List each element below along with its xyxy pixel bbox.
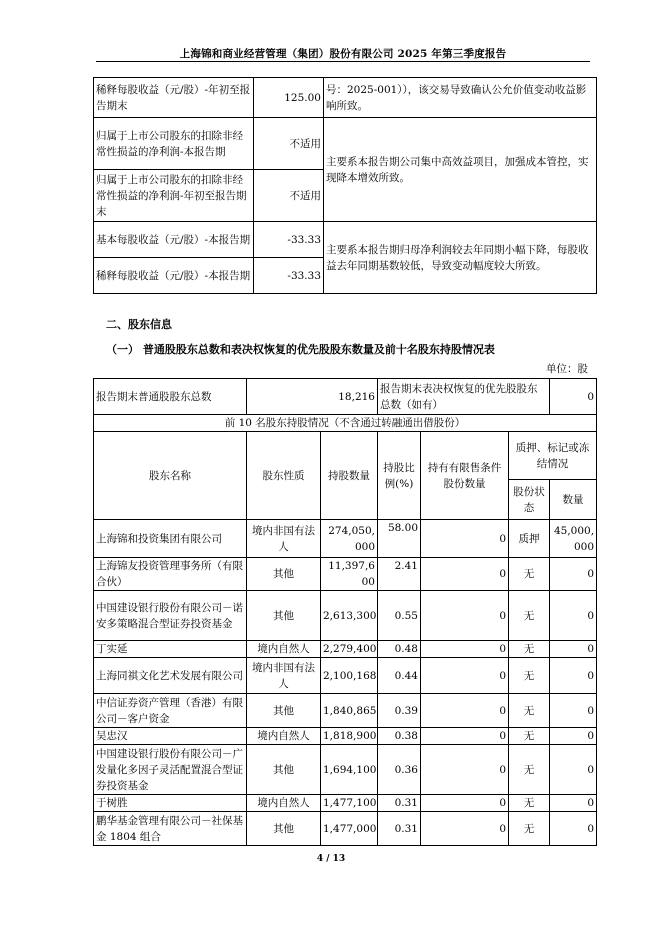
holder-qty: 0 [550, 694, 597, 728]
holder-restricted: 0 [421, 795, 509, 812]
holder-restricted: 0 [421, 641, 509, 658]
caption-row [94, 415, 597, 432]
col-header-status: 股份状态 [509, 480, 550, 520]
holder-status: 无 [509, 694, 550, 728]
table-row [94, 118, 597, 170]
holder-nature: 境内自然人 [247, 795, 321, 812]
holder-restricted: 0 [421, 812, 509, 846]
col-header-name: 股东名称 [94, 432, 247, 520]
holder-ratio: 0.31 [378, 812, 421, 846]
holder-ratio: 0.36 [378, 745, 421, 795]
report-header: 上海锦和商业经营管理（集团）股份有限公司 2025 年第三季度报告 [179, 48, 507, 60]
section-subtitle: （一） 普通股股东总数和表决权恢复的优先股股东数量及前十名股东持股情况表 [106, 343, 495, 356]
table-row [94, 520, 597, 558]
row-label: 稀释每股收益（元/股）-本报告期 [94, 258, 254, 294]
holder-nature: 其他 [247, 694, 321, 728]
unit-label: 单位：股 [546, 363, 588, 375]
summary-row [94, 379, 597, 415]
holder-name: 上海锦和投资集团有限公司 [94, 520, 247, 558]
holder-shares: 2,613,300 [321, 591, 378, 641]
section-title: 二、股东信息 [106, 318, 172, 331]
holder-status: 无 [509, 795, 550, 812]
holder-restricted: 0 [421, 658, 509, 694]
holder-status: 无 [509, 745, 550, 795]
holder-qty: 0 [550, 745, 597, 795]
shareholders-table [93, 378, 597, 846]
col-header-shares: 持股数量 [321, 432, 378, 520]
holder-name: 上海锦友投资管理事务所（有限合伙） [94, 558, 247, 591]
holder-status: 无 [509, 558, 550, 591]
holder-shares: 274,050,000 [321, 520, 378, 558]
holder-name: 中国建设银行股份有限公司－诺安多策略混合型证券投资基金 [94, 591, 247, 641]
holder-shares: 11,397,600 [321, 558, 378, 591]
common-holders-value: 18,216 [247, 379, 378, 415]
holder-status: 无 [509, 591, 550, 641]
holder-name: 中信证券资产管理（香港）有限公司－客户资金 [94, 694, 247, 728]
row-label: 归属于上市公司股东的扣除非经常性损益的净利润-本报告期 [94, 118, 254, 170]
holder-ratio: 0.39 [378, 694, 421, 728]
holder-restricted: 0 [421, 728, 509, 745]
holder-shares: 1,694,100 [321, 745, 378, 795]
holder-name: 鹏华基金管理有限公司－社保基金 1804 组合 [94, 812, 247, 846]
holder-ratio: 0.48 [378, 641, 421, 658]
holder-shares: 1,477,100 [321, 795, 378, 812]
holder-nature: 其他 [247, 812, 321, 846]
header-rule [96, 61, 590, 62]
holder-restricted: 0 [421, 558, 509, 591]
table-row [94, 694, 597, 728]
pref-holders-label: 报告期末表决权恢复的优先股股东总数（如有） [378, 379, 550, 415]
row-note: 号：2025-001）），该交易导致确认公允价值变动收益影响所致。 [324, 78, 597, 118]
holder-shares: 1,840,865 [321, 694, 378, 728]
holder-ratio: 0.38 [378, 728, 421, 745]
common-holders-label: 报告期末普通股股东总数 [94, 379, 247, 415]
col-header-ratio: 持股比例(%) [378, 432, 421, 520]
holder-shares: 1,477,000 [321, 812, 378, 846]
col-header-qty: 数量 [550, 480, 597, 520]
holder-status: 无 [509, 658, 550, 694]
row-label: 基本每股收益（元/股）-本报告期 [94, 222, 254, 258]
holder-status: 质押 [509, 520, 550, 558]
table-row [94, 222, 597, 258]
row-label: 稀释每股收益（元/股）-年初至报告期末 [94, 78, 254, 118]
row-label: 归属于上市公司股东的扣除非经常性损益的净利润-年初至报告期末 [94, 170, 254, 222]
holder-restricted: 0 [421, 520, 509, 558]
holder-status: 无 [509, 641, 550, 658]
table-row [94, 728, 597, 745]
holder-qty: 0 [550, 658, 597, 694]
holder-name: 丁实延 [94, 641, 247, 658]
holder-shares: 2,100,168 [321, 658, 378, 694]
row-value: 不适用 [254, 118, 324, 170]
holder-nature: 境内自然人 [247, 641, 321, 658]
table-row [94, 745, 597, 795]
holder-name: 于树胜 [94, 795, 247, 812]
table-row [94, 78, 597, 118]
holder-nature: 其他 [247, 591, 321, 641]
page-number: 4 / 13 [316, 854, 346, 864]
row-note: 主要系本报告期公司集中高效益项目，加强成本管控，实现降本增效所致。 [324, 118, 597, 222]
col-header-restricted: 持有有限售条件股份数量 [421, 432, 509, 520]
holder-restricted: 0 [421, 694, 509, 728]
holder-ratio: 2.41 [378, 558, 421, 591]
col-header-nature: 股东性质 [247, 432, 321, 520]
holder-qty: 0 [550, 641, 597, 658]
pref-holders-value: 0 [550, 379, 597, 415]
table-caption: 前 10 名股东持股情况（不含通过转融通出借股份） [94, 415, 597, 432]
table-row [94, 641, 597, 658]
table-row [94, 812, 597, 846]
holder-qty: 0 [550, 812, 597, 846]
holder-qty: 0 [550, 591, 597, 641]
holder-restricted: 0 [421, 591, 509, 641]
row-value: 不适用 [254, 170, 324, 222]
row-value: 125.00 [254, 78, 324, 118]
holder-name: 吴忠汉 [94, 728, 247, 745]
table-row [94, 658, 597, 694]
holder-ratio: 58.00 [378, 520, 421, 558]
table-row [94, 591, 597, 641]
holder-nature: 境内自然人 [247, 728, 321, 745]
holder-name: 上海同祺文化艺术发展有限公司 [94, 658, 247, 694]
holder-nature: 其他 [247, 745, 321, 795]
holder-name: 中国建设银行股份有限公司－广发量化多因子灵活配置混合型证券投资基金 [94, 745, 247, 795]
table-row [94, 558, 597, 591]
financial-indicators-table [93, 77, 597, 294]
holder-shares: 1,818,900 [321, 728, 378, 745]
holder-qty: 0 [550, 795, 597, 812]
holder-qty: 0 [550, 558, 597, 591]
holder-nature: 境内非国有法人 [247, 520, 321, 558]
holder-ratio: 0.44 [378, 658, 421, 694]
header-row [94, 432, 597, 480]
row-value: -33.33 [254, 222, 324, 258]
holder-status: 无 [509, 728, 550, 745]
holder-restricted: 0 [421, 745, 509, 795]
holder-nature: 境内非国有法人 [247, 658, 321, 694]
holder-status: 无 [509, 812, 550, 846]
row-note: 主要系本报告期归母净利润较去年同期小幅下降，每股收益去年同期基数较低，导致变动幅度较大所致。 [324, 222, 597, 294]
col-header-pledge: 质押、标记或冻结情况 [509, 432, 597, 480]
holder-ratio: 0.31 [378, 795, 421, 812]
row-value: -33.33 [254, 258, 324, 294]
holder-qty: 0 [550, 728, 597, 745]
holder-shares: 2,279,400 [321, 641, 378, 658]
holder-ratio: 0.55 [378, 591, 421, 641]
holder-qty: 45,000,000 [550, 520, 597, 558]
holder-nature: 其他 [247, 558, 321, 591]
table-row [94, 795, 597, 812]
